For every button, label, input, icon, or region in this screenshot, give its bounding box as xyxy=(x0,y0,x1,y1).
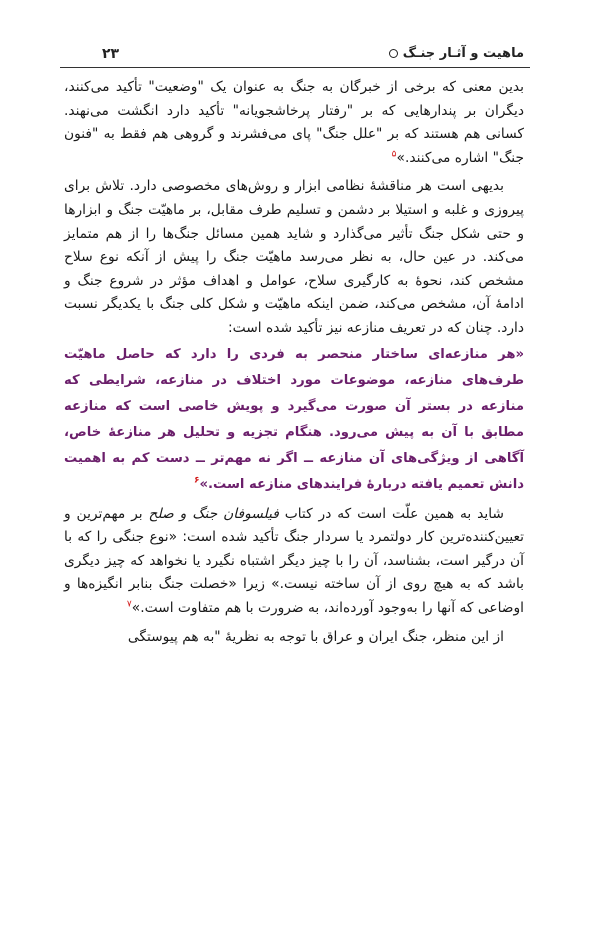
paragraph-2: بدیهی است هر مناقشهٔ نظامی ابزار و روش‌های مخصوصی دارد. تلاش برای پیروزی و غلبه و استیلا بر دشمن و تسلیم طرف مقابل، بر ماهیّت جنگ و ابزارها و حتی شکل جنگ تأثیر می‌گذارد و شاید همین مسائل جنگ‌ها را از هم متمایز می‌کند. در عین حال، به نظر می‌رسد ماهیّت جنگ را پیش از آنکه نوع سلاح مشخص کند، نحوهٔ به کارگیری سلاح، عوامل و اهداف مؤثر در شروع جنگ و ادامهٔ آن، مشخص می‌کند، ضمن اینکه ماهیّت و شکل کلی جنگ با یکدیگر نسبت دارد. چنان که در تعریف منازعه نیز تأکید شده است: xyxy=(64,178,524,336)
footnote-marker-5: ۵ xyxy=(391,149,397,160)
circle-ornament-icon xyxy=(389,49,398,58)
book-title: فیلسوفان جنگ و صلح xyxy=(148,505,279,522)
block-quote-text: «هر منازعه‌ای ساختار منحصر به فردی را دارد که حاصل ماهیّت طرف‌های منازعه، موضوعات مورد اختلاف در منازعه، شرایطی که منازعه در بستر آن صورت می‌گیرد و پویش خاصی است که منازعه مطابق با آن به پیش می‌رود. هنگام تجزیه و تحلیل هر منازعهٔ خاص، آگاهی از ویژگی‌های آن منازعه ــ اگر نه مهم‌تر ــ دست کم به اهمیت دانش تعمیم یافته دربارهٔ فرایندهای منازعه است.» xyxy=(64,346,524,492)
body-text xyxy=(64,76,524,649)
page-number: ۲۳ xyxy=(102,46,120,62)
block-quote xyxy=(64,342,524,498)
paragraph-3-rest: بر مهم‌ترین و تعیین‌کننده‌ترین کار دولتمرد یا سردار جنگ تأکید شده است: «نوع جنگی را که با آن درگیر است، بشناسد، آن را با چیز دیگر اشتباه نگیرد یا نخواهد که چیز دیگری باشد که به هیچ روی از آن ساخته نیست.» زیرا «خصلت جنگ بنابر انگیزه‌ها و اوضاعی که آنها را به‌وجود آورده‌اند، به ضرورت با هم متفاوت است.» xyxy=(64,505,524,616)
page-header xyxy=(66,44,524,66)
footnote-marker-7: ۷ xyxy=(126,599,132,610)
paragraph-1-text: بدین معنی که برخی از خبرگان به جنگ به عنوان یک "وضعیت" تأکید می‌کنند، دیگران بر پندارهایی که بر "رفتار پرخاشجویانه" تأکید دارد انگشت می‌نهند. کسانی هم هستند که بر "علل جنگ" پای می‌فشرند و گروهی هم فقط به "فنون جنگ" اشاره می‌کنند.» xyxy=(64,79,524,166)
paragraph-3-lead: شاید به همین علّت است که در کتاب xyxy=(278,505,504,522)
running-title-text: ماهیت و آثـار جنـگ xyxy=(402,46,524,61)
footnote-marker-6: ۶ xyxy=(193,475,200,486)
paragraph-4: از این منظر، جنگ ایران و عراق با توجه به نظریهٔ "به هم پیوستگی xyxy=(127,628,504,645)
running-title xyxy=(389,46,524,61)
paragraph-3 xyxy=(64,503,524,621)
header-rule xyxy=(60,67,530,68)
paragraph-1 xyxy=(64,76,524,170)
